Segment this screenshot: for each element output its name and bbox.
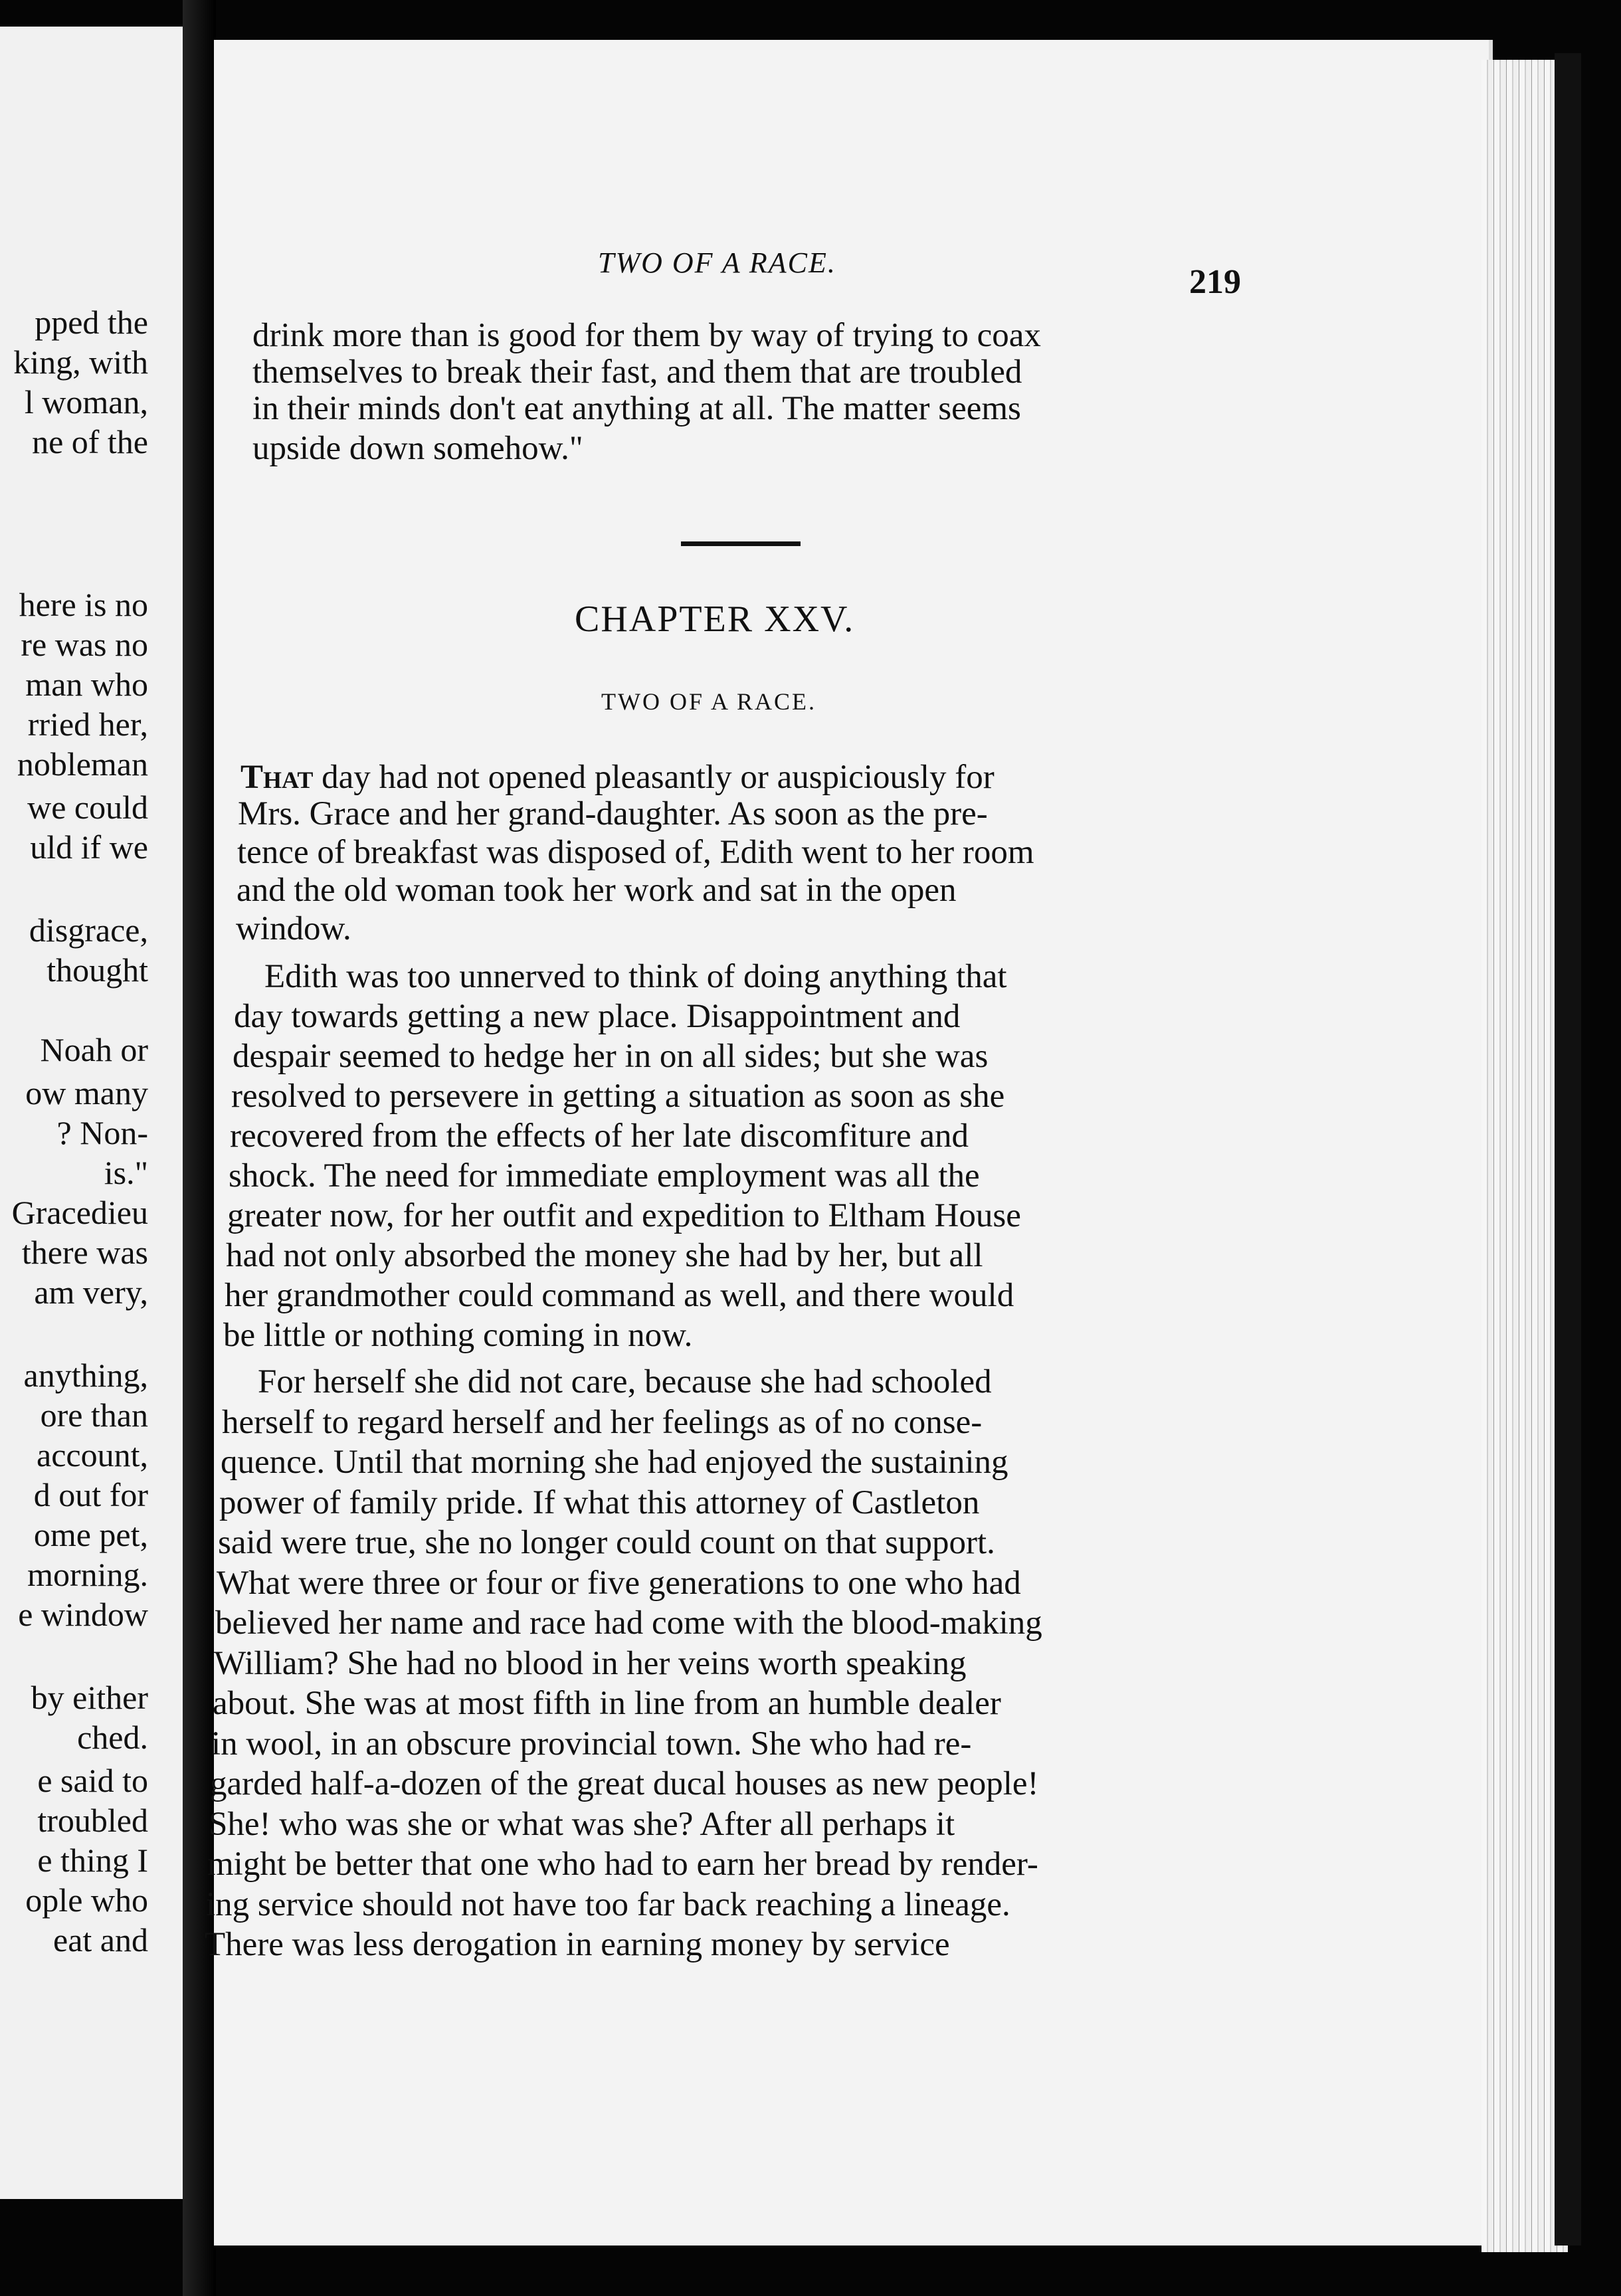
paragraph-line: garded half-a-dozen of the great ducal houses as new people!	[210, 1765, 1039, 1802]
carryover-line: drink more than is good for them by way of trying to coax	[252, 317, 1041, 354]
paragraph-line: said were true, she no longer could count on that support.	[218, 1524, 995, 1561]
left-page-line-fragment: re was no	[21, 626, 148, 663]
left-page-line-fragment: e said to	[37, 1762, 148, 1799]
left-page-line-fragment: Gracedieu	[11, 1194, 148, 1231]
left-page-line-fragment: anything,	[23, 1357, 148, 1394]
paragraph-line: What were three or four or five generations to one who had	[217, 1564, 1021, 1602]
paragraph-line	[240, 761, 995, 795]
paragraph-line: her grandmother could command as well, and there would	[225, 1277, 1014, 1314]
paragraph-line: shock. The need for immediate employment was all the	[229, 1157, 980, 1195]
left-page-line-fragment: pped the	[35, 304, 148, 341]
page-number: 219	[1189, 263, 1241, 301]
paragraph-line: day towards getting a new place. Disappointment and	[234, 998, 961, 1035]
paragraph-line: had not only absorbed the money she had by her, but all	[226, 1237, 983, 1274]
left-page-line-fragment: disgrace,	[29, 911, 148, 949]
paragraph-line-text: day had not opened pleasantly or auspiciously for	[313, 759, 995, 796]
paragraph-line: might be better that one who had to earn her bread by render-	[207, 1846, 1038, 1883]
left-page-line-fragment: king, with	[13, 343, 148, 381]
carryover-line: themselves to break their fast, and them that are troubled	[252, 353, 1022, 391]
left-page-line-fragment: ched.	[77, 1719, 148, 1756]
left-page-line-fragment: d out for	[33, 1476, 148, 1513]
left-page-line-fragment: morning.	[27, 1556, 148, 1593]
left-page-line-fragment: nobleman	[17, 745, 148, 783]
chapter-title: CHAPTER XXV.	[575, 599, 855, 640]
paragraph-line: in wool, in an obscure provincial town. She who had re-	[211, 1725, 972, 1763]
left-page-line-fragment: eat and	[53, 1921, 148, 1959]
carryover-line: in their minds don't eat anything at all. The matter seems	[252, 390, 1021, 427]
paragraph-line: There was less derogation in earning money by service	[205, 1926, 950, 1963]
paragraph-line: greater now, for her outfit and expedition to Eltham House	[227, 1197, 1021, 1234]
paragraph-line: quence. Until that morning she had enjoyed the sustaining	[221, 1444, 1008, 1481]
left-page-line-fragment: troubled	[37, 1802, 148, 1839]
left-page-line-fragment: rried her,	[27, 706, 148, 743]
paragraph-line: Edith was too unnerved to think of doing anything that	[264, 958, 1007, 995]
left-page-line-fragment: here is no	[19, 586, 148, 623]
left-page-line-fragment: ople who	[25, 1881, 148, 1919]
paragraph-line: despair seemed to hedge her in on all sides; but she was	[233, 1038, 989, 1075]
paragraph-line: herself to regard herself and her feelings as of no conse-	[222, 1403, 983, 1441]
left-page-line-fragment: uld if we	[30, 828, 148, 866]
paragraph-line: window.	[236, 910, 351, 947]
left-page-line-fragment: e window	[18, 1596, 148, 1633]
left-page-line-fragment: man who	[25, 666, 148, 703]
left-page-line-fragment: ne of the	[32, 423, 148, 460]
paragraph-line: about. She was at most fifth in line from an humble dealer	[213, 1685, 1001, 1722]
left-page-line-fragment: l woman,	[24, 383, 148, 421]
left-page-line-fragment: ome pet,	[33, 1516, 148, 1553]
paragraph-line: ing service should not have too far back reaching a lineage.	[206, 1885, 1010, 1923]
paragraph-line: Mrs. Grace and her grand-daughter. As soon as the pre-	[238, 795, 988, 832]
left-page-line-fragment: ow many	[25, 1074, 148, 1111]
paragraph-line: and the old woman took her work and sat in the open	[237, 872, 957, 909]
left-page-line-fragment: account,	[37, 1436, 148, 1474]
page-edge-shadow	[1555, 53, 1581, 2246]
left-page-line-fragment: by either	[31, 1679, 148, 1716]
left-facing-page	[0, 27, 187, 2199]
left-page-line-fragment: ? Non-	[56, 1114, 148, 1151]
paragraph-lead-word: That	[240, 759, 314, 796]
left-page-line-fragment: am very,	[34, 1274, 148, 1311]
section-divider	[681, 541, 801, 546]
left-page-line-fragment: we could	[27, 789, 148, 826]
paragraph-line: William? She had no blood in her veins worth speaking	[214, 1644, 967, 1682]
left-page-line-fragment: is."	[104, 1154, 148, 1191]
paragraph-line: She! who was she or what was she? After all perhaps it	[209, 1805, 955, 1843]
paragraph-line: believed her name and race had come with the blood-making	[215, 1604, 1042, 1642]
paragraph-line: resolved to persevere in getting a situation as soon as she	[231, 1078, 1005, 1115]
left-page-line-fragment: thought	[47, 951, 148, 989]
running-head: TWO OF A RACE.	[598, 246, 836, 279]
left-page-line-fragment: ore than	[40, 1396, 148, 1434]
left-page-line-fragment: there was	[21, 1234, 148, 1271]
paragraph-line: recovered from the effects of her late discomfiture and	[230, 1117, 969, 1155]
paragraph-line: tence of breakfast was disposed of, Edith went to her room	[237, 834, 1034, 871]
paragraph-line: power of family pride. If what this attorney of Castleton	[219, 1483, 980, 1521]
carryover-line: upside down somehow."	[252, 430, 583, 467]
left-page-line-fragment: e thing I	[37, 1842, 148, 1879]
paragraph-line: For herself she did not care, because she had schooled	[258, 1363, 992, 1400]
chapter-subtitle: TWO OF A RACE.	[601, 688, 817, 715]
paragraph-line: be little or nothing coming in now.	[223, 1317, 693, 1354]
left-page-line-fragment: Noah or	[40, 1031, 148, 1068]
